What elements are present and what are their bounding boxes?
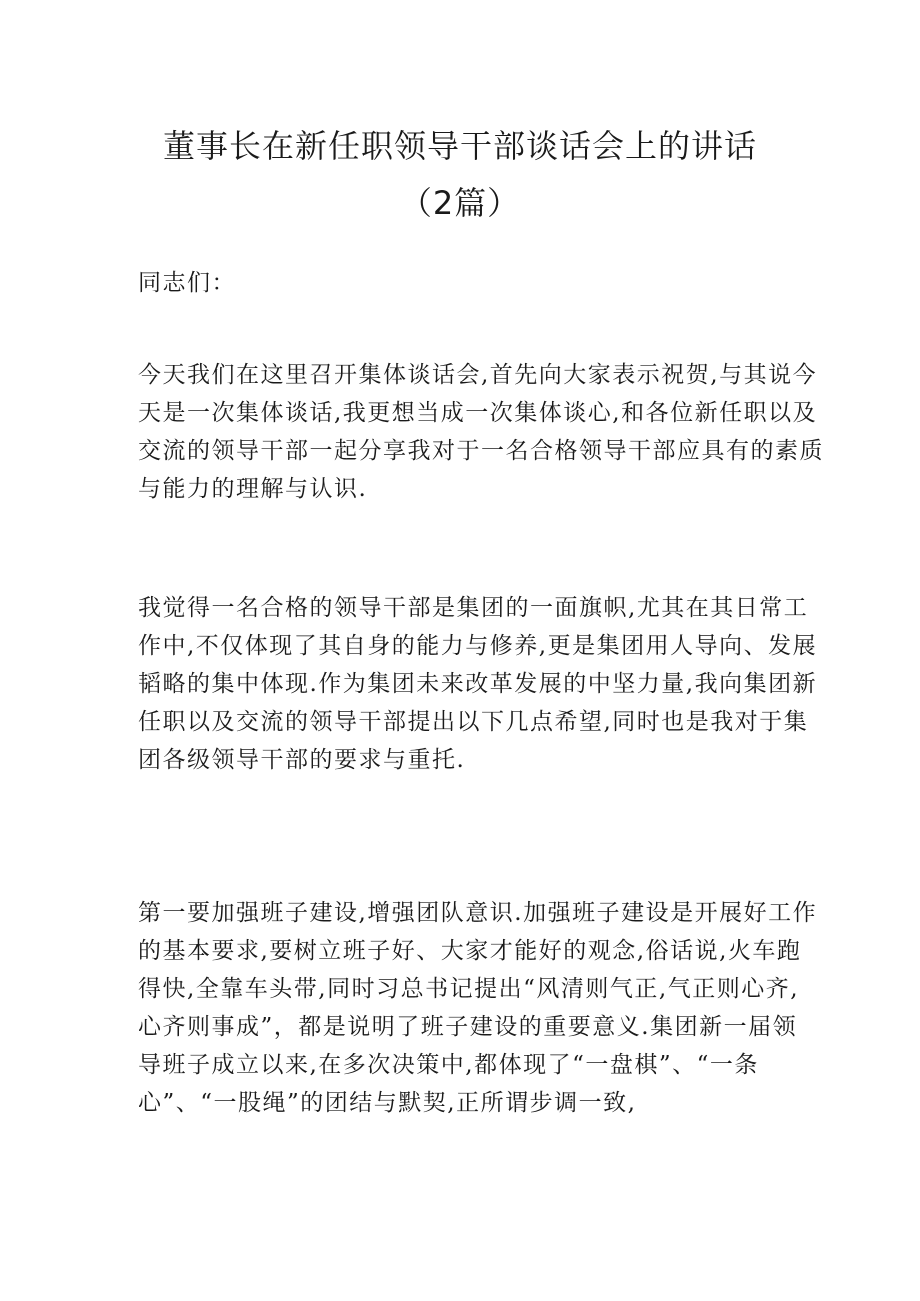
paragraph-line: 交流的领导干部一起分享我对于一名合格领导干部应具有的素质 <box>138 438 824 464</box>
paragraph-line: 任职以及交流的领导干部提出以下几点希望,同时也是我对于集 <box>138 709 809 735</box>
paragraph-line: 的基本要求,要树立班子好、大家才能好的观念,俗话说,火车跑 <box>138 938 802 964</box>
paragraph-line: 心”、“一股绳”的团结与默契,正所谓步调一致, <box>138 1090 637 1116</box>
paragraph-line: 第一要加强班子建设,增强团队意识.加强班子建设是开展好工作 <box>138 900 818 926</box>
paragraph-line: 导班子成立以来,在多次决策中,都体现了“一盘棋”、“一条 <box>138 1052 759 1078</box>
paragraph-line: 作中,不仅体现了其自身的能力与修养,更是集团用人导向、发展 <box>138 633 818 659</box>
paragraph-line: 今天我们在这里召开集体谈话会,首先向大家表示祝贺,与其说今 <box>138 362 818 388</box>
paragraph-1 <box>138 356 824 508</box>
greeting <box>138 264 788 302</box>
paragraph-line: 天是一次集体谈话,我更想当成一次集体谈心,和各位新任职以及 <box>138 400 818 426</box>
paragraph-line: 与能力的理解与认识. <box>138 476 368 502</box>
paragraph-3 <box>138 894 818 1122</box>
paragraph-line: 团各级领导干部的要求与重托. <box>138 747 466 773</box>
paragraph-line: 心齐则事成”，都是说明了班子建设的重要意义.集团新一届领 <box>138 1014 798 1040</box>
paragraph-line: 我觉得一名合格的领导干部是集团的一面旗帜,尤其在其日常工 <box>138 595 809 621</box>
paragraph-line: 得快,全靠车头带,同时习总书记提出“风清则气正,气正则心齐, <box>138 976 800 1002</box>
paragraph-2 <box>138 589 818 779</box>
document-title: 董事长在新任职领导干部谈话会上的讲话 <box>162 127 757 165</box>
document-subtitle: （2篇） <box>399 184 521 222</box>
paragraph-line: 韬略的集中体现.作为集团未来改革发展的中坚力量,我向集团新 <box>138 671 818 697</box>
greeting-text: 同志们： <box>138 270 236 296</box>
